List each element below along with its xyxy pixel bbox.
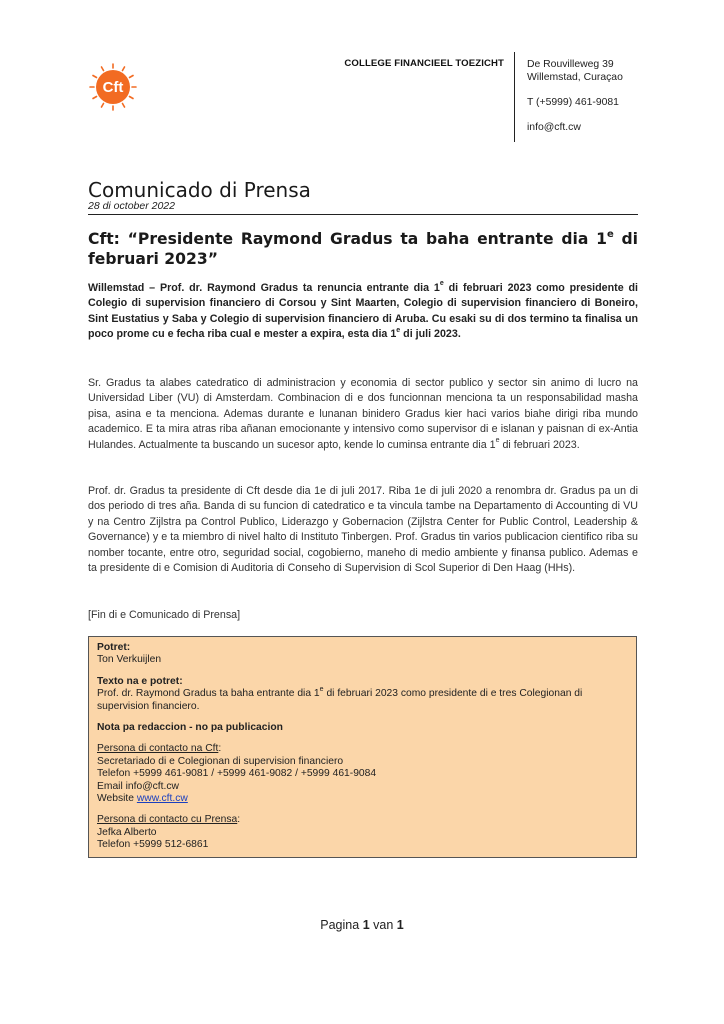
website-link[interactable]: www.cft.cw	[136, 793, 188, 805]
total-pages: 1	[396, 918, 404, 932]
caption-label: Texto na e potret:	[97, 675, 183, 687]
page-title: Comunicado di Prensa	[88, 178, 311, 202]
phone: T (+5999) 461-9081	[527, 97, 619, 108]
contact-cft-email: Email info@cft.cw	[97, 780, 179, 792]
photo-credit: Ton Verkuijlen	[97, 654, 162, 666]
info-box	[88, 636, 637, 858]
contact-press-phone: Telefon +5999 512-6861	[97, 839, 209, 851]
address-line1: De Rouvilleweg 39	[527, 59, 614, 70]
end-marker: [Fin di e Comunicado di Prensa]	[88, 609, 241, 621]
lead-paragraph: Willemstad – Prof. dr. Raymond Gradus ta renuncia entrante dia 1e di februari 2023 como presidente di Colegio di supervision financiero di Corsou y Sint Maarten, Colegio di supervision financiero di Boneiro, Sint Eustatius y Saba y Colegio di supervision financiero di Aruba. Cu esaki su di dos termino ta finalisa un poco prome cu e fecha riba cual e mester a expira, esta dia 1e di juli 2023.	[88, 280, 638, 341]
org-name: COLLEGE FINANCIEEL TOEZICHT	[344, 58, 504, 69]
press-date: 28 di october 2022	[88, 200, 175, 212]
contact-press-name: Jefka Alberto	[97, 826, 157, 838]
photo-label: Potret:	[97, 642, 131, 653]
body-paragraph-2: Sr. Gradus ta alabes catedratico di administracion y economia di sector publico y sector sin animo di lucro na Universidad Liber (VU) di Amsterdam. Combinacion di e dos funcionnan menciona ta un responsabilidad masha pisa, asina e ta menciona. Ademas durante e lunanan binidero Gradus kier haci varios biahe dirigi riba mundo academico. E ta mira atras riba añanan emocionante y intensivo como supervisor di e islanan y paisnan di ex-Antia Hulandes. Actualmente ta buscando un sucesor apto, kende lo cuminsa entrante dia 1e di februari 2023.	[88, 377, 638, 451]
contact-cft-org: Secretariado di e Colegionan di supervision financiero	[97, 755, 344, 767]
contact-cft-heading: Persona di contacto na Cft:	[97, 743, 222, 755]
address-line2: Willemstad, Curaçao	[527, 72, 623, 83]
email: info@cft.cw	[527, 122, 581, 133]
title-rule	[88, 214, 638, 215]
address-block	[527, 58, 623, 134]
note-label: Nota pa redaccion - no pa publicacion	[97, 722, 283, 734]
website-line: Website www.cft.cw	[97, 793, 188, 805]
logo-text: Cft	[102, 79, 124, 96]
cft-logo	[88, 62, 138, 112]
caption-text: Prof. dr. Raymond Gradus ta baha entrante dia 1e di februari 2023 como presidente di e tres Colegionan di supervision financiero.	[97, 685, 583, 712]
header-divider	[514, 52, 515, 142]
contact-cft-phone: Telefon +5999 461-9081 / +5999 461-9082 / +5999 461-9084	[97, 768, 377, 780]
headline: Cft: “Presidente Raymond Gradus ta baha entrante dia 1e di februari 2023”	[88, 228, 639, 268]
body-paragraph-3: Prof. dr. Gradus ta presidente di Cft desde dia 1e di juli 2017. Riba 1e di juli 2020 a renombra dr. Gradus pa un di dos periodo di tres aña. Banda di su funcion di catedratico e ta vincula tambe na Departamento di Accounting di VU y na Centro Zijlstra pa Control Publico, Liderazgo y Gobernacion (Zijlstra Center for Public Control, Leadership & Governance) y e ta miembro di nivel halto di Instituto Tinbergen. Prof. Gradus tin varios publicacion cientifico riba su nomber tocante, entre otro, seguridad social, cogobierno, maneho di medio ambiente y finansa publico. Ademas e ta presidente di e Comision di Auditoria di Conseho di Supervision di Scol Superior di Den Haag (HHs).	[88, 485, 638, 575]
page-footer: Pagina 1 van 1	[320, 918, 404, 932]
page-number: 1	[362, 918, 370, 932]
contact-press-heading: Persona di contacto cu Prensa:	[97, 814, 241, 826]
